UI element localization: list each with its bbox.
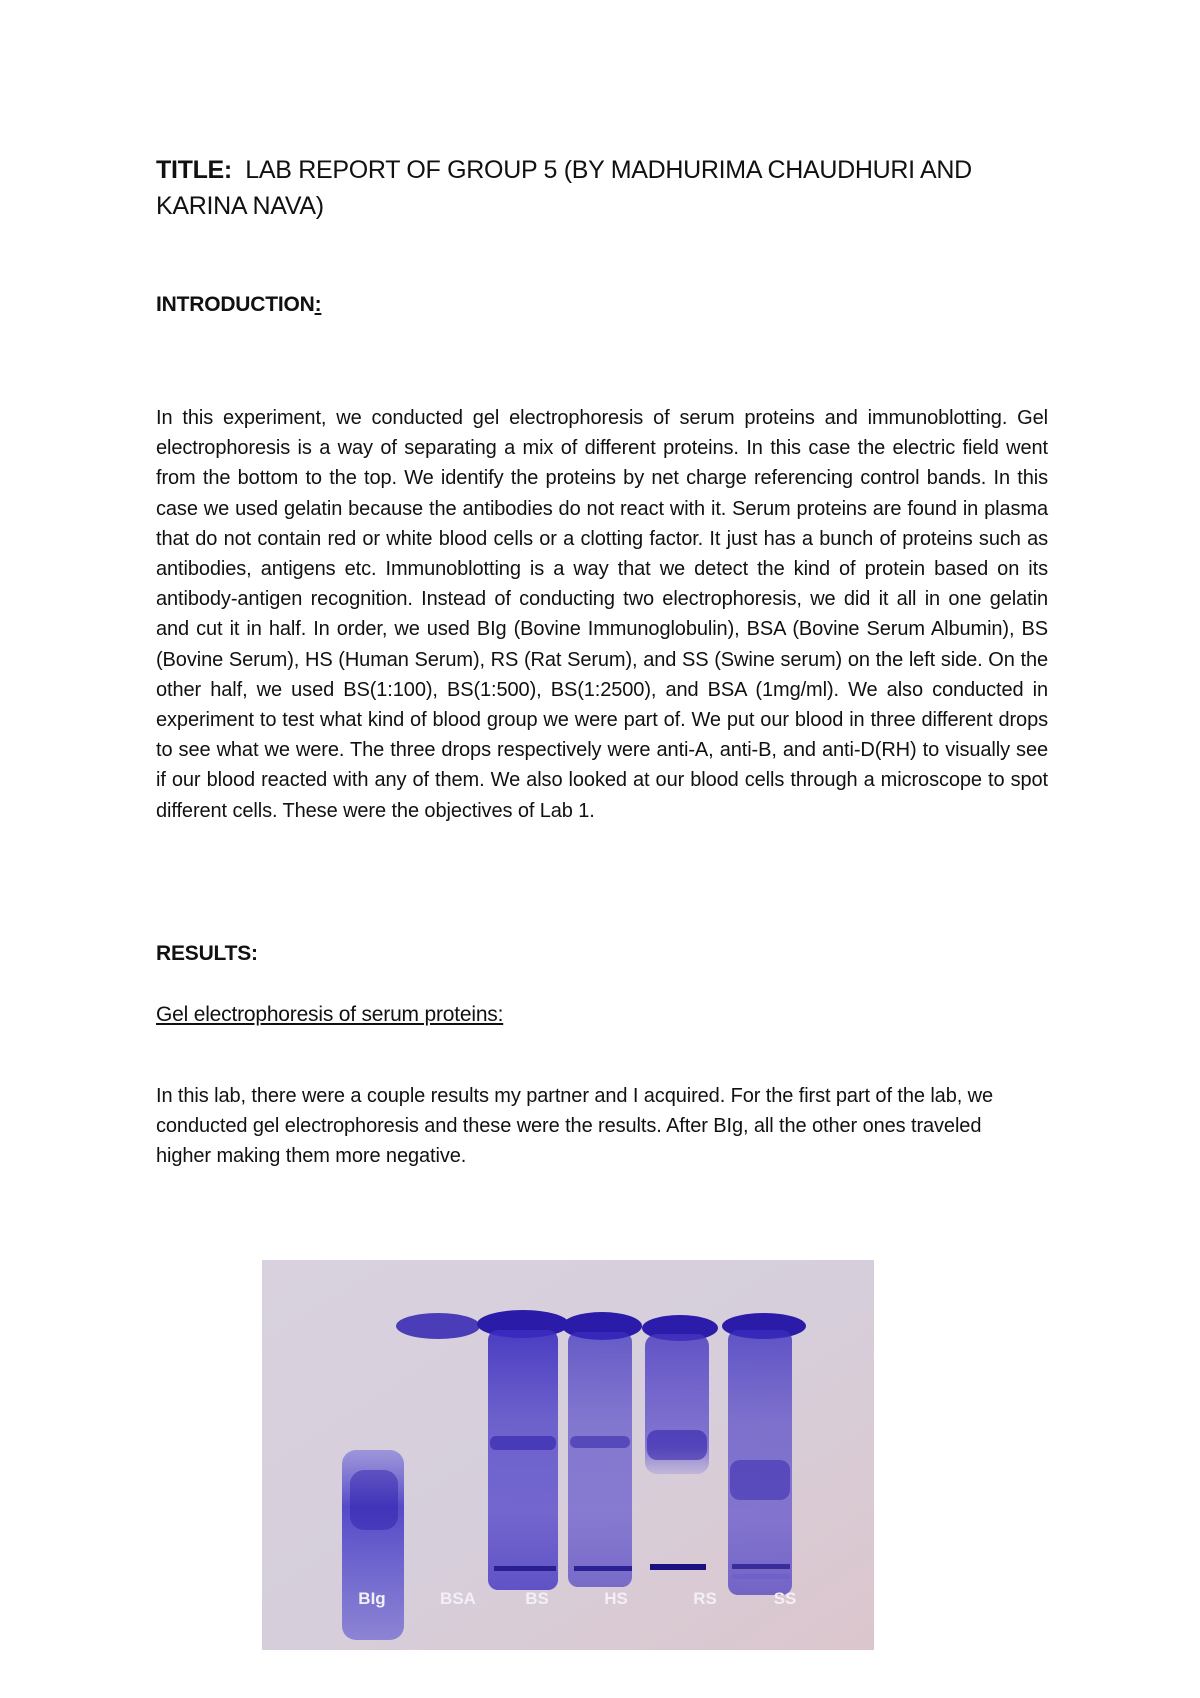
lane-label-ss: SS [773, 1589, 797, 1608]
lane-label-hs: HS [604, 1589, 628, 1608]
lane-label-bs: BS [525, 1589, 549, 1608]
gel-electrophoresis-photo [262, 1260, 874, 1650]
lane-bs-smear [488, 1330, 558, 1590]
introduction-heading-text: INTRODUCTION [156, 293, 315, 316]
lane-label-bsa: BSA [440, 1589, 476, 1608]
lane-label-big: BIg [358, 1589, 386, 1608]
gel-photo-svg [262, 1260, 874, 1650]
introduction-heading [156, 293, 321, 317]
introduction-body: In this experiment, we conducted gel electrophoresis of serum proteins and immunoblotting. Gel electrophoresis is a way of separating a mix of different proteins. In this case the electric field went from the bottom to the top. We identify the proteins by net charge referencing control bands. In this case we used gelatin because the antibodies do not react with it. Serum proteins are found in plasma that do not contain red or white blood cells or a clotting factor. It just has a bunch of proteins such as antibodies, antigens etc. Immunoblotting is a way that we detect the kind of protein based on its antibody-antigen recognition. Instead of conducting two electrophoresis, we did it all in one gelatin and cut it in half. In order, we used BIg (Bovine Immunoglobulin), BSA (Bovine Serum Albumin), BS (Bovine Serum), HS (Human Serum), RS (Rat Serum), and SS (Swine serum) on the left side. On the other half, we used BS(1:100), BS(1:500), BS(1:2500), and BSA (1mg/ml). We also conducted in experiment to test what kind of blood group we were part of. We put our blood in three different drops to see what we were. The three drops respectively were anti-A, anti-B, and anti-D(RH) to visually see if our blood reacted with any of them. We also looked at our blood cells through a microscope to spot different cells. These were the objectives of Lab 1. [156, 407, 1048, 822]
introduction-heading-colon: : [314, 293, 322, 316]
results-heading: RESULTS: [156, 942, 258, 965]
results-subheading: Gel electrophoresis of serum proteins: [156, 1003, 504, 1026]
lane-label-rs: RS [693, 1589, 717, 1608]
lane-hs-smear [568, 1332, 632, 1587]
title-text: LAB REPORT OF GROUP 5 (BY MADHURIMA CHAUDHURI AND KARINA NAVA) [156, 156, 972, 220]
document-title [156, 152, 1056, 224]
results-body: In this lab, there were a couple results my partner and I acquired. For the first part of the lab, we conducted gel electrophoresis and these were the results. After BIg, all the other ones traveled higher making them more negative. [156, 1085, 993, 1167]
title-label: TITLE: [156, 156, 232, 184]
